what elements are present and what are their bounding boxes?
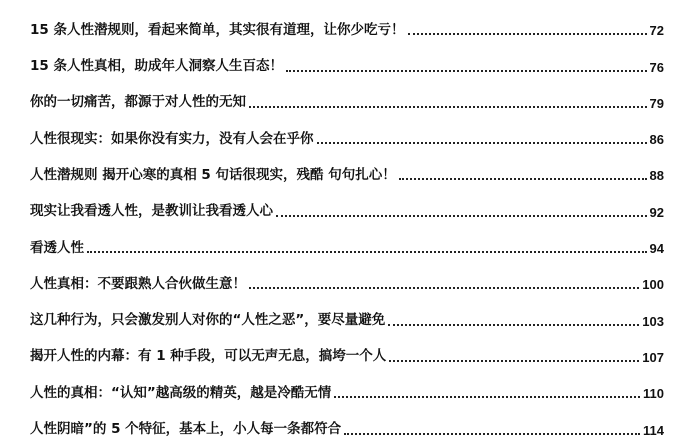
toc-entry-page: 92	[649, 204, 664, 220]
toc-entry-11[interactable]	[30, 371, 664, 407]
toc-entry-page: 88	[649, 168, 664, 184]
toc-entry-page: 86	[649, 132, 664, 148]
toc-entry-title: 人性的真相：“认知”越高级的精英，越是冷酷无情	[30, 384, 332, 401]
toc-entry-page: 103	[642, 313, 664, 329]
toc-entry-page: 107	[642, 349, 664, 365]
dot-leader	[389, 360, 639, 362]
toc-entry-page: 76	[649, 59, 664, 75]
table-of-contents	[30, 8, 664, 444]
toc-entry-3[interactable]	[30, 81, 664, 117]
toc-entry-page: 72	[649, 23, 664, 39]
toc-entry-2[interactable]	[30, 44, 664, 80]
toc-entry-title: 人性潜规则 揭开心寒的真相 5 句话很现实，残酷 句句扎心！	[30, 166, 396, 183]
toc-entry-title: 人性阴暗”的 5 个特征，基本上，小人每一条都符合	[30, 421, 342, 438]
toc-entry-title: 15 条人性真相，助成年人洞察人生百态！	[30, 58, 283, 75]
toc-entry-title: 你的一切痛苦，都源于对人性的无知	[30, 94, 246, 111]
dot-leader	[87, 251, 647, 253]
toc-entry-12[interactable]	[30, 407, 664, 443]
toc-entry-page: 114	[643, 422, 664, 438]
toc-entry-7[interactable]	[30, 226, 664, 262]
toc-entry-8[interactable]	[30, 262, 664, 298]
toc-entry-4[interactable]	[30, 117, 664, 153]
toc-entry-title: 揭开人性的内幕：有 1 种手段，可以无声无息，搞垮一个人	[30, 348, 387, 365]
toc-entry-page: 79	[649, 95, 664, 111]
toc-entry-title: 人性很现实：如果你没有实力，没有人会在乎你	[30, 130, 314, 147]
toc-entry-6[interactable]	[30, 189, 664, 225]
dot-leader	[249, 287, 639, 289]
dot-leader	[388, 324, 639, 326]
dot-leader	[276, 215, 647, 217]
toc-entry-page: 94	[649, 241, 664, 257]
toc-entry-title: 这几种行为，只会激发别人对你的“人性之恶”，要尽量避免	[30, 312, 386, 329]
dot-leader	[317, 142, 647, 144]
toc-entry-10[interactable]	[30, 335, 664, 371]
toc-entry-1[interactable]	[30, 8, 664, 44]
toc-entry-9[interactable]	[30, 298, 664, 334]
dot-leader	[286, 70, 647, 72]
toc-entry-title: 人性真相：不要跟熟人合伙做生意！	[30, 275, 246, 292]
toc-entry-title: 15 条人性潜规则，看起来简单，其实很有道理，让你少吃亏！	[30, 21, 405, 38]
toc-entry-page: 100	[642, 277, 664, 293]
toc-entry-title: 现实让我看透人性，是教训让我看透人心	[30, 203, 273, 220]
dot-leader	[334, 396, 640, 398]
toc-entry-title: 看透人性	[30, 239, 84, 256]
dot-leader	[399, 178, 647, 180]
toc-entry-page: 110	[643, 386, 664, 402]
dot-leader	[344, 433, 640, 435]
toc-entry-5[interactable]	[30, 153, 664, 189]
dot-leader	[408, 33, 647, 35]
dot-leader	[249, 106, 647, 108]
